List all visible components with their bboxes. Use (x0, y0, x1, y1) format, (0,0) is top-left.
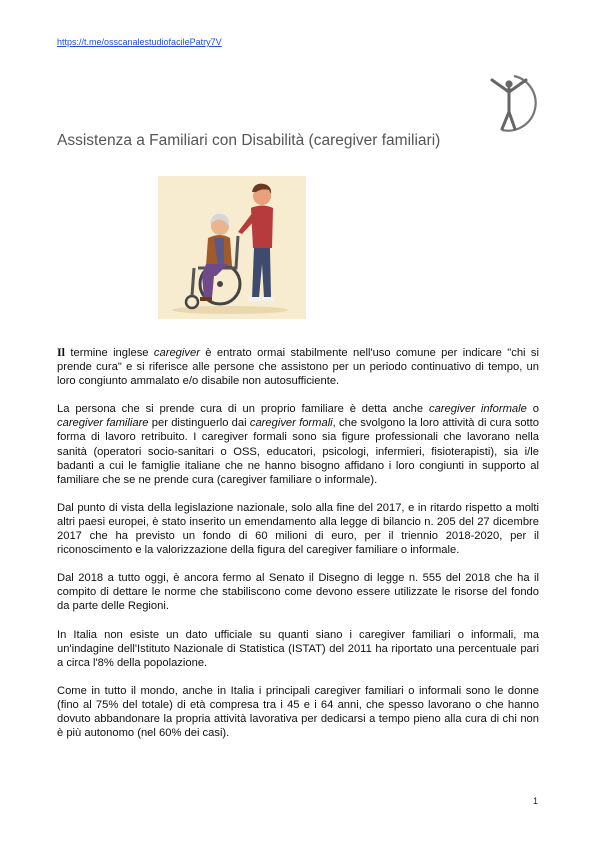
p2-text-c: per distinguerlo dai (148, 417, 250, 430)
p2-italic-a: caregiver informale (428, 403, 527, 416)
paragraph-6 (57, 684, 539, 740)
p1-text-a: termine inglese (65, 347, 154, 359)
p1-dropcap: Il (57, 345, 66, 359)
p6-text-a: Come in tutto il mondo, anche in Italia i principali (57, 684, 315, 697)
p2-italic-b: caregiver familiare (57, 417, 149, 430)
p1-text-b: è entrato ormai stabilmente nell'uso comune per indicare "chi si prende cura" e si riferisce alle persone che assistono per un periodo continuativo di tempo, un loro congiunto ammalato e/o disabile non autosufficiente. (57, 347, 539, 388)
document-body (57, 345, 539, 740)
p2-text-d: , che svolgono la loro attività di cura sotto forma di lavoro retribuito. I caregiver formali sono sia figure professionali che lavorano nella sanità (operatori socio-sanitari o OSS, educatori, psicologi, infermieri, fisioterapisti), sia i/le badanti a cui le famiglie italiane che ne hanno bisogno affidano i loro congiunti in supporto al familiare che se ne prende cura (caregiver familiare o informale). (57, 417, 539, 486)
paragraph-1 (57, 345, 539, 388)
paragraph-2 (57, 402, 539, 487)
paragraph-3: Dal punto di vista della legislazione nazionale, solo alla fine del 2017, e in ritardo rispetto a molti altri paesi europei, è stato inserito un emendamento alla legge di bilancio n. 205 del 27 dicembre 2017 che ha previsto un fondo di 60 milioni di euro, per il triennio 2018-2020, per il riconoscimento e la valorizzazione della figura del caregiver familiare o informale. (57, 501, 539, 557)
paragraph-5: In Italia non esiste un dato ufficiale su quanti siano i caregiver familiari o informali, ma un'indagine dell'Istituto Nazionale di Statistica (ISTAT) del 2011 ha riportato una percentuale pari a circa l'8% della popolazione. (57, 628, 539, 669)
caregiver-wheelchair-illustration (158, 176, 306, 319)
paragraph-4: Dal 2018 a tutto oggi, è ancora fermo al Senato il Disegno di legge n. 555 del 2018 che ha il compito di dettare le norme che stabiliscono come devono essere utilizzate le risorse del fondo da parte delle Regioni. (57, 572, 539, 613)
p1-italic: caregiver (153, 347, 200, 359)
p2-italic-c: caregiver formali (249, 417, 333, 430)
p2-text-b: o (526, 403, 539, 416)
logo-icon (484, 72, 540, 134)
page-number: 1 (533, 796, 539, 806)
p6-italic: c (314, 684, 321, 697)
page-title: Assistenza a Familiari con Disabilità (caregiver familiari) (57, 132, 441, 149)
p6-text-b: aregiver familiari o informali sono le donne (fino al 75% del totale) di età compresa tra i 45 e i 64 anni, che spesso lavorano o che hanno dovuto abbandonare la propria attività lavorativa per dedicarsi a tempo pieno alla cura di chi non è più autonomo (nel 60% dei casi). (57, 684, 539, 740)
telegram-link[interactable]: https://t.me/osscanalestudiofacilePatry7V (57, 37, 222, 47)
p2-text-a: La persona che si prende cura di un proprio familiare è detta anche (57, 403, 429, 416)
